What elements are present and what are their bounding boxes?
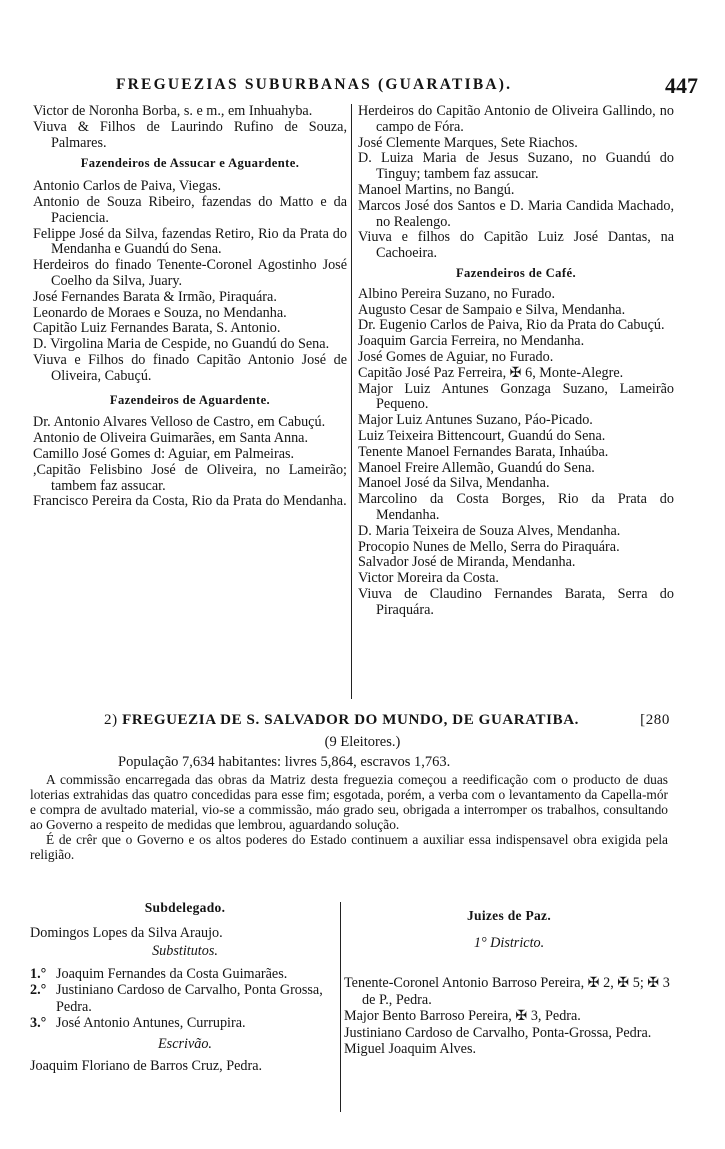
list-item: Justiniano Cardoso de Carvalho, Ponta-Grossa, Pedra. [344,1024,652,1041]
list-item: Albino Pereira Suzano, no Furado. [358,285,556,302]
list-item: Marcos José dos Santos e D. Maria Candida Machado, no Realengo. [358,197,674,230]
item-number: 2.° [30,982,47,998]
list-item: José Fernandes Barata & Irmão, Piraquára. [33,288,277,305]
list-item: Augusto Cesar de Sampaio e Silva, Mendanha. [358,301,626,318]
item-text: Justiniano Cardoso de Carvalho, Ponta Grossa, Pedra. [56,982,323,1015]
list-item: Dr. Antonio Alvares Velloso de Castro, em Cabuçú. [33,414,326,431]
list-item: Major Bento Barroso Pereira, ✠ 3, Pedra. [344,1008,581,1024]
paragraph-1: A commissão encarregada das obras da Matriz desta freguezia começou a reedificação com o producto de duas loterias extrahidas das quatro concedidas para esse fim; esgotada, porém, a verba com o levantamento da Capella-mór e compra de avultado material, vio-se a commissão, máo grado seu, obrigada a interromper os trabalhos, consultando ao Governo a respeito de medidas que lembrou, aguardando solução. [30,772,668,832]
column-divider [340,902,341,1112]
list-item: Leonardo de Moraes e Souza, no Mendanha. [33,304,287,321]
list-item: Major Luiz Antunes Gonzaga Suzano, Lameirão Pequeno. [358,380,674,413]
list-item: Marcolino da Costa Borges, Rio da Prata do Mendanha. [358,491,674,523]
district-heading: 1° Districto. [473,934,545,951]
list-item: D. Maria Teixeira de Souza Alves, Mendanha. [358,522,621,539]
page-header [30,73,698,102]
list-item: ,Capitão Felisbino José de Oliveira, no Lameirão; tambem faz assucar. [33,461,347,494]
list-item: Victor de Noronha Borba, s. e m., em Inhuahyba. [33,103,313,119]
parish-number: 2) [104,712,118,728]
list-item: Procopio Nunes de Mello, Serra do Piraquára. [358,538,620,555]
juizes-heading: Juizes de Paz. [466,908,552,923]
list-item: Salvador José de Miranda, Mendanha. [358,554,576,571]
list-item: José Gomes de Aguiar, no Furado. [358,348,554,365]
list-item: Viuva de Claudino Fernandes Barata, Serra do Piraquára. [358,585,674,618]
list-item: Viuva e filhos do Capitão Luiz José Dantas, na Cachoeira. [358,229,674,262]
section-heading-aguardente: Fazendeiros de Aguardente. [109,392,271,407]
list-item: Herdeiros do Capitão Antonio de Oliveira Gallindo, no campo de Fóra. [358,103,674,135]
juizes-block [344,900,674,1058]
list-item: Capitão Luiz Fernandes Barata, S. Antonio. [33,320,281,337]
item-text: José Antonio Antunes, Currupira. [56,1015,246,1031]
running-title: FREGUEZIAS SUBURBANAS (GUARATIBA). [116,76,513,93]
subdelegado-heading: Subdelegado. [144,900,226,915]
escrivao-heading: Escrivão. [158,1035,212,1052]
list-item: Capitão José Paz Ferreira, ✠ 6, Monte-Alegre. [358,364,624,381]
section-heading-sugar: Fazendeiros de Assucar e Aguardente. [80,156,300,171]
left-column [33,104,347,510]
list-item: Felippe José da Silva, fazendas Retiro, Rio da Prata do Mendanha e Guandú do Sena. [33,225,347,258]
list-item: Tenente-Coronel Antonio Barroso Pereira, ✠ 2, ✠ 5; ✠ 3 de P., Pedra. [344,975,670,1008]
parish-title [104,712,670,729]
list-item: D. Virgolina Maria de Cespide, no Guandú do Sena. [33,336,330,353]
list-item: Luiz Teixeira Bittencourt, Guandú do Sena. [358,427,606,444]
list-item: Herdeiros do finado Tenente-Coronel Agostinho José Coelho da Silva, Juary. [33,257,347,289]
list-item: D. Luiza Maria de Jesus Suzano, no Guandú do Tinguy; tambem faz assucar. [358,150,674,183]
list-item: Antonio de Oliveira Guimarães, em Santa Anna. [33,430,309,447]
list-item: Camillo José Gomes d: Aguiar, em Palmeiras. [33,445,295,462]
list-item: Antonio Carlos de Paiva, Viegas. [33,178,222,195]
subdelegado-block [30,900,340,1075]
list-item: Francisco Pereira da Costa, Rio da Prata do Mendanha. [33,493,347,510]
list-item [30,966,340,983]
list-item [30,982,340,1015]
population-line: População 7,634 habitantes: livres 5,864, escravos 1,763. [118,754,451,770]
parish-paragraph [30,772,668,862]
list-item: Tenente Manoel Fernandes Barata, Inhaúba. [358,443,609,460]
list-item: Antonio de Souza Ribeiro, fazendas do Matto e da Paciencia. [33,193,347,226]
item-number: 3.° [30,1015,47,1031]
electors-count: (9 Eleitores.) [324,734,401,750]
list-item: Manoel José da Silva, Mendanha. [358,475,550,492]
item-number: 1.° [30,965,47,982]
page-number: 447 [665,73,698,98]
section-heading-cafe: Fazendeiros de Café. [455,265,577,280]
list-item: Viuva & Filhos de Laurindo Rufino de Souza, Palmares. [33,118,347,151]
parish-name: FREGUEZIA DE S. SALVADOR DO MUNDO, DE GUARATIBA. [122,712,579,728]
parish-code: [280 [640,712,670,728]
list-item: Victor Moreira da Costa. [358,570,499,587]
item-text: Joaquim Fernandes da Costa Guimarães. [56,965,288,982]
list-item: Manoel Freire Allemão, Guandú do Sena. [358,459,595,476]
list-item [30,1015,340,1032]
right-column [358,104,674,619]
list-item: Major Luiz Antunes Suzano, Páo-Picado. [358,412,593,429]
list-item: Joaquim Garcia Ferreira, no Mendanha. [358,333,585,350]
paragraph-2: É de crêr que o Governo e os altos poderes do Estado continuem a auxiliar essa indispensavel obra exigida pela religião. [30,832,668,862]
list-item: Dr. Eugenio Carlos de Paiva, Rio da Prata do Cabuçú. [358,317,665,334]
list-item: Miguel Joaquim Alves. [344,1041,477,1057]
subdelegado-name: Domingos Lopes da Silva Araujo. [30,924,223,941]
substitutos-heading: Substitutos. [152,943,218,959]
list-item: José Clemente Marques, Sete Riachos. [358,134,578,151]
list-item: Manoel Martins, no Bangú. [358,181,515,198]
column-divider [351,104,352,699]
escrivao-name: Joaquim Floriano de Barros Cruz, Pedra. [30,1058,263,1074]
list-item: Viuva e Filhos do finado Capitão Antonio José de Oliveira, Cabuçú. [33,351,347,384]
